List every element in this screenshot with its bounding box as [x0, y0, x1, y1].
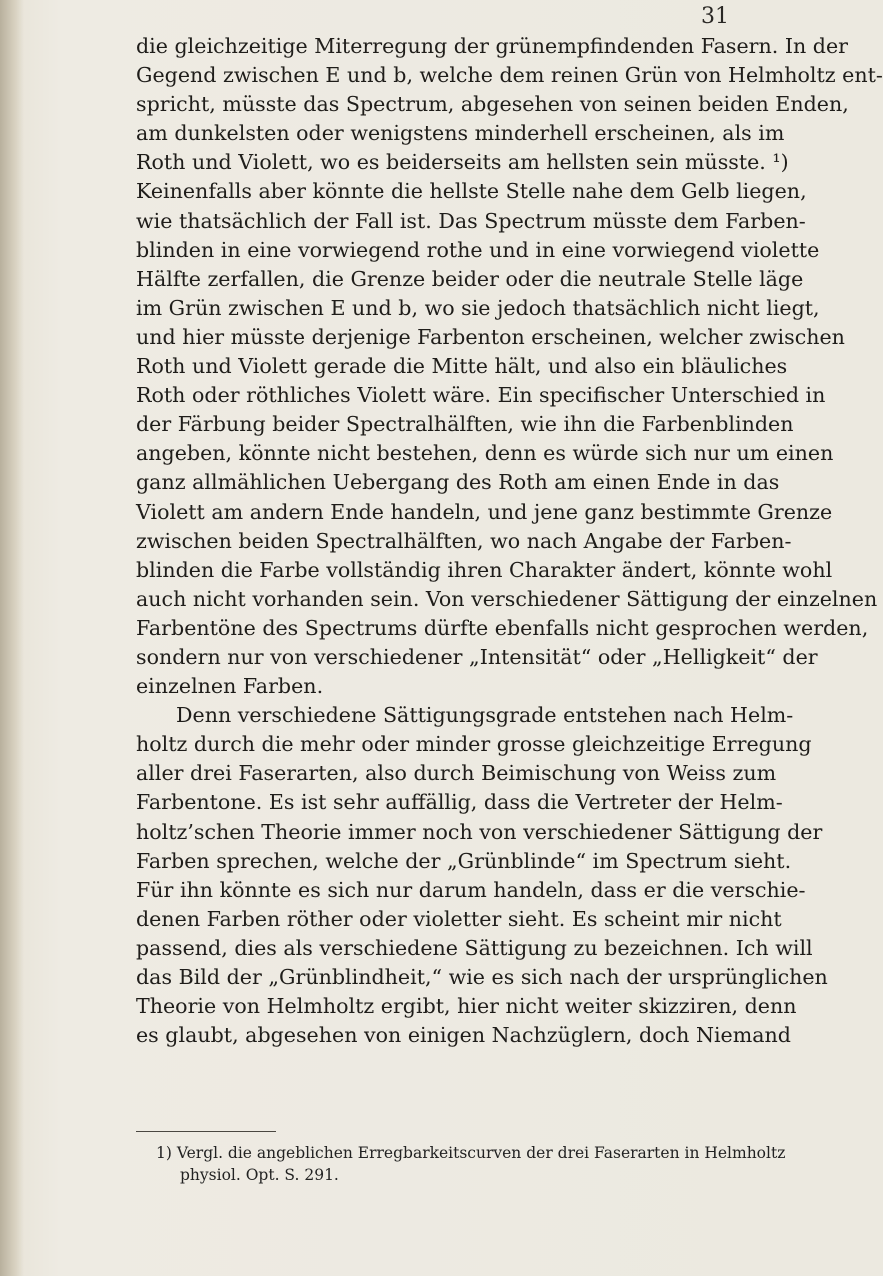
text-line: im Grün zwischen E und b, wo sie jedoch thatsächlich nicht liegt, — [136, 295, 820, 320]
body-text — [136, 32, 883, 1050]
text-line: wie thatsächlich der Fall ist. Das Spectrum müsste dem Farben- — [136, 208, 806, 233]
text-line: angeben, könnte nicht bestehen, denn es würde sich nur um einen — [136, 441, 834, 466]
text-line: zwischen beiden Spectralhälften, wo nach Angabe der Farben- — [136, 528, 792, 553]
text-line: ganz allmählichen Uebergang des Roth am einen Ende in das — [136, 470, 780, 495]
text-line: Roth und Violett gerade die Mitte hält, und also ein bläuliches — [136, 354, 788, 379]
text-line: der Färbung beider Spectralhälften, wie ihn die Farbenblinden — [136, 412, 794, 437]
text-line: auch nicht vorhanden sein. Von verschiedener Sättigung der einzelnen — [136, 586, 878, 611]
text-line: es glaubt, abgesehen von einigen Nachzüglern, doch Niemand — [136, 1023, 791, 1048]
text-line: denen Farben röther oder violetter sieht. Es scheint mir nicht — [136, 906, 782, 931]
text-line: spricht, müsste das Spectrum, abgesehen von seinen beiden Enden, — [136, 92, 849, 117]
text-line: blinden die Farbe vollständig ihren Charakter ändert, könnte wohl — [136, 557, 833, 582]
text-line: passend, dies als verschiedene Sättigung zu bezeichnen. Ich will — [136, 935, 813, 960]
text-line: einzelnen Farben. — [136, 674, 324, 699]
text-line: Farben sprechen, welche der „Grünblinde“ im Spectrum sieht. — [136, 848, 792, 873]
text-line: die gleichzeitige Miterregung der grünempfindenden Fasern. In der — [136, 34, 849, 58]
text-line: aller drei Faserarten, also durch Beimischung von Weiss zum — [136, 761, 777, 786]
text-line: holtz’schen Theorie immer noch von verschiedener Sättigung der — [136, 819, 823, 844]
paragraph — [136, 701, 828, 1050]
text-line: Roth und Violett, wo es beiderseits am hellsten sein müsste. ¹) — [136, 150, 789, 175]
text-line: Farbentöne des Spectrums dürfte ebenfalls nicht gesprochen werden, — [136, 615, 869, 640]
text-line: Gegend zwischen E und b, welche dem reinen Grün von Helmholtz ent- — [136, 63, 883, 88]
footnote-line: physiol. Opt. S. 291. — [180, 1166, 339, 1184]
text-line: Violett am andern Ende handeln, und jene ganz bestimmte Grenze — [136, 499, 833, 524]
text-line: Denn verschiedene Sättigungsgrade entstehen nach Helm- — [176, 703, 794, 728]
text-line: blinden in eine vorwiegend rothe und in eine vorwiegend violette — [136, 237, 820, 262]
text-line: Für ihn könnte es sich nur darum handeln, dass er die verschie- — [136, 877, 806, 902]
text-line: holtz durch die mehr oder minder grosse gleichzeitige Erregung — [136, 732, 812, 757]
text-line: das Bild der „Grünblindheit,“ wie es sich nach der ursprünglichen — [136, 965, 828, 989]
page-number: 31 — [701, 4, 729, 29]
footnote-divider — [136, 1131, 276, 1132]
text-line: sondern nur von verschiedener „Intensität“ oder „Helligkeit“ der — [136, 644, 818, 669]
footnote-line: 1) Vergl. die angeblichen Erregbarkeitscurven der drei Faserarten in Helmholtz — [156, 1144, 786, 1162]
footnote — [156, 1142, 786, 1186]
text-line: und hier müsste derjenige Farbenton erscheinen, welcher zwischen — [136, 324, 845, 349]
paragraph — [136, 32, 883, 701]
text-line: Farbentone. Es ist sehr auffällig, dass die Vertreter der Helm- — [136, 790, 783, 815]
text-line: am dunkelsten oder wenigstens minderhell erscheinen, als im — [136, 121, 785, 146]
binding-shadow — [0, 0, 24, 1276]
text-line: Roth oder röthliches Violett wäre. Ein specifischer Unterschied in — [136, 383, 826, 408]
text-line: Theorie von Helmholtz ergibt, hier nicht weiter skizziren, denn — [136, 994, 797, 1019]
text-line: Hälfte zerfallen, die Grenze beider oder die neutrale Stelle läge — [136, 266, 804, 291]
text-line: Keinenfalls aber könnte die hellste Stelle nahe dem Gelb liegen, — [136, 179, 807, 204]
